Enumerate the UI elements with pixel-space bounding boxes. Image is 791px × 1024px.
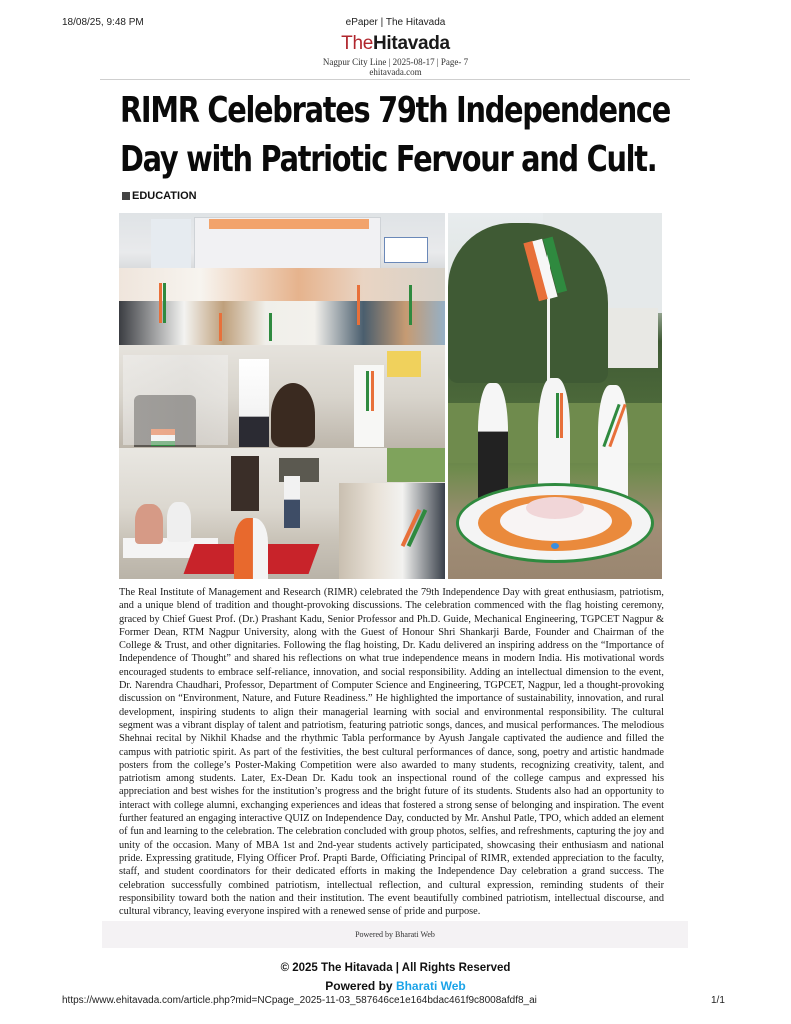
powered-by-box: Powered by Bharati Web (102, 921, 688, 948)
edition-line: Nagpur City Line | 2025-08-17 | Page- 7 (322, 57, 469, 67)
audience-head (271, 383, 315, 447)
powered-by-line (0, 979, 791, 993)
speech-photo (119, 345, 445, 448)
left-poster (151, 219, 191, 273)
stole-stripe (560, 393, 563, 438)
hitavada-logo[interactable] (0, 34, 791, 54)
door (231, 456, 259, 511)
masthead (0, 34, 791, 77)
seated-audience (339, 483, 445, 579)
bharati-web-link[interactable]: Bharati Web (395, 979, 466, 993)
print-url: https://www.ehitavada.com/article.php?mid=NCpage_2025-11-03_587646ce1e164bdac461f9c8008afdf8_ai (62, 995, 537, 1006)
building (608, 308, 658, 368)
wall-poster (387, 351, 421, 377)
standing-man (284, 476, 300, 528)
headline-line-1: RIMR Celebrates 79th Independence (120, 90, 670, 131)
stole-stripe (159, 283, 162, 323)
stole-stripe (556, 393, 559, 438)
print-datetime: 18/08/25, 9:48 PM (62, 17, 144, 28)
article-headline (120, 86, 680, 184)
website-link[interactable]: ehitavada.com (369, 67, 422, 77)
headline-line-2: Day with Patriotic Fervour and Cult. (120, 139, 657, 180)
man-left (478, 383, 508, 503)
stole-stripe (371, 371, 374, 411)
category-tag (122, 190, 197, 202)
print-page-title: ePaper | The Hitavada (345, 17, 446, 28)
header-divider (100, 79, 690, 80)
rangoli-blue-dot (551, 543, 559, 549)
teacher-figure (354, 365, 384, 447)
category-square-icon (122, 192, 130, 200)
article-body: The Real Institute of Management and Research (RIMR) celebrated the 79th Independence Day with great enthusiasm, patriotism, and a unique blend of tradition and thought-provoking discussions. The celebration commenced with the flag hoisting ceremony, graced by Chief Guest Prof. (Dr.) Prashant Kadu, Senior Professor and Ph.D. Guide, Mechanical Engineering, TGPCET Nagpur & Former Dean, RTM Nagpur University, along with the Guest of Honour Shri Shankarji Barde, Founder and Chairman of the College & Trust, and other dignitaries. Following the flag hoisting, Dr. Kadu delivered an inspiring address on the “Importance of Independence of Thought” and shared his reflections on what true independence means in modern India. His motivational words encouraged students to embrace self-reliance, innovation, and social responsibility. Adding an intellectual dimension to the event, Dr. Narendra Chaudhari, Professor, Department of Computer Science and Engineering, TGPCET, Nagpur, led a thought-provoking discussion on “Environment, Nature, and Future Readiness.” He highlighted the importance of sustainability, innovation, and rural development, inspiring students to align their managerial learning with social and environmental responsibility. The cultural segment was a vibrant display of talent and patriotism, featuring patriotic songs, dances, and musical performances. The melodious Shehnai recital by Nikhil Khadse and the rhythmic Tabla performance by Ayush Jangale captivated the audience and filled the campus with patriotic spirit. As part of the festivities, the best cultural performances of dance, song, poetry and artistic handmade posters from the college’s Poster-Making Competition were also awarded to many students, recognizing creativity, talent, and patriotism among students. Later, Ex-Dean Dr. Kadu took an inspectional round of the college campus and expressed his appreciation and best wishes for the institution’s progress and the bright future of its students. Students also had an opportunity to interact with college alumni, exchanging experiences and ideas that fostered a strong sense of belonging and inspiration. The event further featured an engaging interactive QUIZ on Independence Day, conducted by Mr. Anshul Patle, TPO, which added an element of fun and learning to the celebration. The celebration concluded with group photos, selfies, and refreshments, capturing the joy and unity of the occasion. Many of MBA 1st and 2nd-year students actively participated, showcasing their enthusiasm and national pride. Expressing gratitude, Flying Officer Prof. Prapti Barde, Officiating Principal of RIMR, extended appreciation to the faculty, staff, and student coordinators for their dedicated efforts in making the Independence Day celebration a grand success. The celebration successfully combined patriotism, intellectual reflection, and cultural expression, reminding students of their responsibility toward both the nation and their institution. The event beautifully combined patriotism, intellectual discourse, and cultural vibrancy, leaving everyone inspired with a renewed sense of pride and purpose. (119, 587, 664, 918)
flag-hoisting-photo (448, 213, 662, 579)
print-footer (0, 995, 791, 1009)
crowd-row-front (119, 301, 445, 345)
category-label: EDUCATION (132, 190, 197, 202)
group-photo (119, 213, 445, 345)
stole-stripe (219, 313, 222, 341)
print-header (0, 17, 791, 31)
cultural-photo (119, 448, 445, 579)
shehnai-player (135, 504, 163, 544)
notice-board (384, 237, 428, 263)
logo-prefix: The (341, 33, 374, 54)
copyright-notice: © 2025 The Hitavada | All Rights Reserved (280, 962, 511, 974)
plant (387, 448, 445, 482)
stole-stripe (163, 283, 166, 323)
banner-header-strip (209, 219, 369, 229)
stole-stripe (366, 371, 369, 411)
stole-stripe (269, 313, 272, 341)
stole-stripe (409, 285, 412, 325)
speaker-figure (239, 359, 269, 447)
tabla-player (167, 502, 191, 542)
powered-by-prefix: Powered by (325, 979, 396, 993)
standing-group (123, 355, 228, 445)
photo-collage (119, 213, 662, 579)
print-page-count: 1/1 (711, 995, 725, 1006)
logo-name: Hitavada (373, 33, 450, 54)
dancer-saree (234, 518, 268, 579)
platform-top (526, 497, 584, 519)
stole-stripe (357, 285, 360, 325)
